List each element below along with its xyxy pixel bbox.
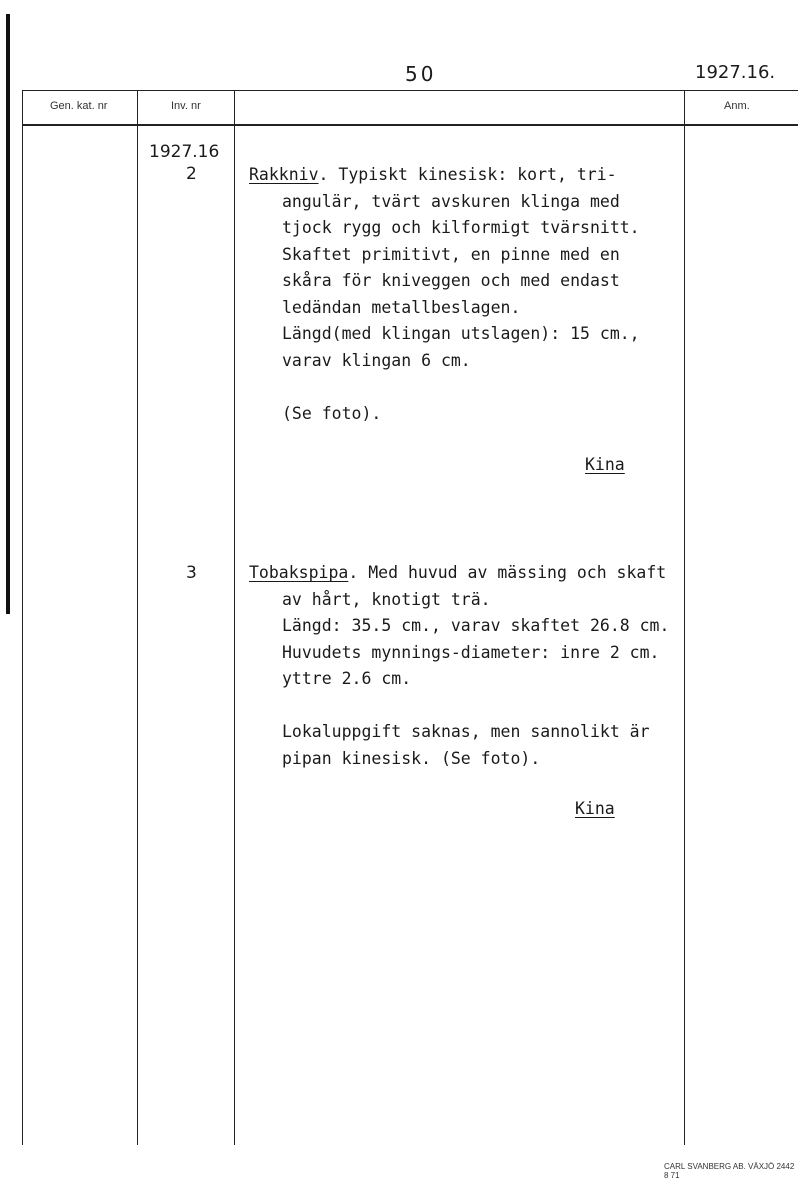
entry-line: av hårt, knotigt trä. xyxy=(282,589,491,609)
entry-first-line: Rakkniv. Typiskt kinesisk: kort, tri- xyxy=(249,165,617,184)
entry-line: Längd: 35.5 cm., varav skaftet 26.8 cm. xyxy=(282,616,670,635)
column-header-anm: Anm. xyxy=(724,100,750,112)
entry-line: angulär, tvärt avskuren klinga med xyxy=(282,191,620,211)
object-name: Rakkniv xyxy=(249,165,319,184)
object-name: Tobakspipa xyxy=(249,563,349,582)
entry-line: tjock rygg och kilformigt tvärsnitt. xyxy=(282,218,640,237)
entry-number: 3 xyxy=(186,563,197,583)
column-divider-inv xyxy=(234,90,235,1145)
column-header-gen-kat-nr: Gen. kat. nr xyxy=(50,100,108,112)
entry-line: Skaftet primitivt, en pinne med en xyxy=(282,244,620,264)
printer-imprint: CARL SVANBERG AB. VÄXJÖ 2442 8 71 xyxy=(664,1162,795,1180)
header-rule xyxy=(22,124,798,126)
entry-line: Längd(med klingan utslagen): 15 cm., xyxy=(282,324,640,343)
entry-line: skåra för kniveggen och med endast xyxy=(282,271,620,290)
entry-line: pipan kinesisk. (Se foto). xyxy=(282,748,541,768)
binding-edge xyxy=(6,14,10,614)
entry-description xyxy=(249,560,689,772)
column-divider-gen-kat xyxy=(137,90,138,1145)
page-number: 50 xyxy=(405,62,437,86)
entry-line: Lokaluppgift saknas, men sannolikt är xyxy=(282,722,650,741)
column-header-inv-nr: Inv. nr xyxy=(171,100,201,112)
entry-line: Huvudets mynnings-diameter: inre 2 cm. xyxy=(282,642,660,662)
entry-first-line: Tobakspipa. Med huvud av mässing och skaft xyxy=(249,563,667,582)
entry-line: ledändan metallbeslagen. xyxy=(282,297,521,317)
page-reference: 1927.16. xyxy=(695,62,776,83)
top-rule xyxy=(22,90,798,91)
entry-number: 2 xyxy=(186,164,197,184)
entry-description xyxy=(249,162,689,427)
place-of-origin: Kina xyxy=(585,455,625,474)
inventory-collection-number: 1927.16 xyxy=(149,142,220,162)
column-divider-left-edge xyxy=(22,90,23,1145)
place-of-origin: Kina xyxy=(575,799,615,818)
entry-line xyxy=(249,374,689,401)
entry-line: varav klingan 6 cm. xyxy=(282,350,471,370)
entry-line: yttre 2.6 cm. xyxy=(282,669,412,688)
entry-line xyxy=(249,693,689,720)
entry-line: (Se foto). xyxy=(282,403,382,423)
